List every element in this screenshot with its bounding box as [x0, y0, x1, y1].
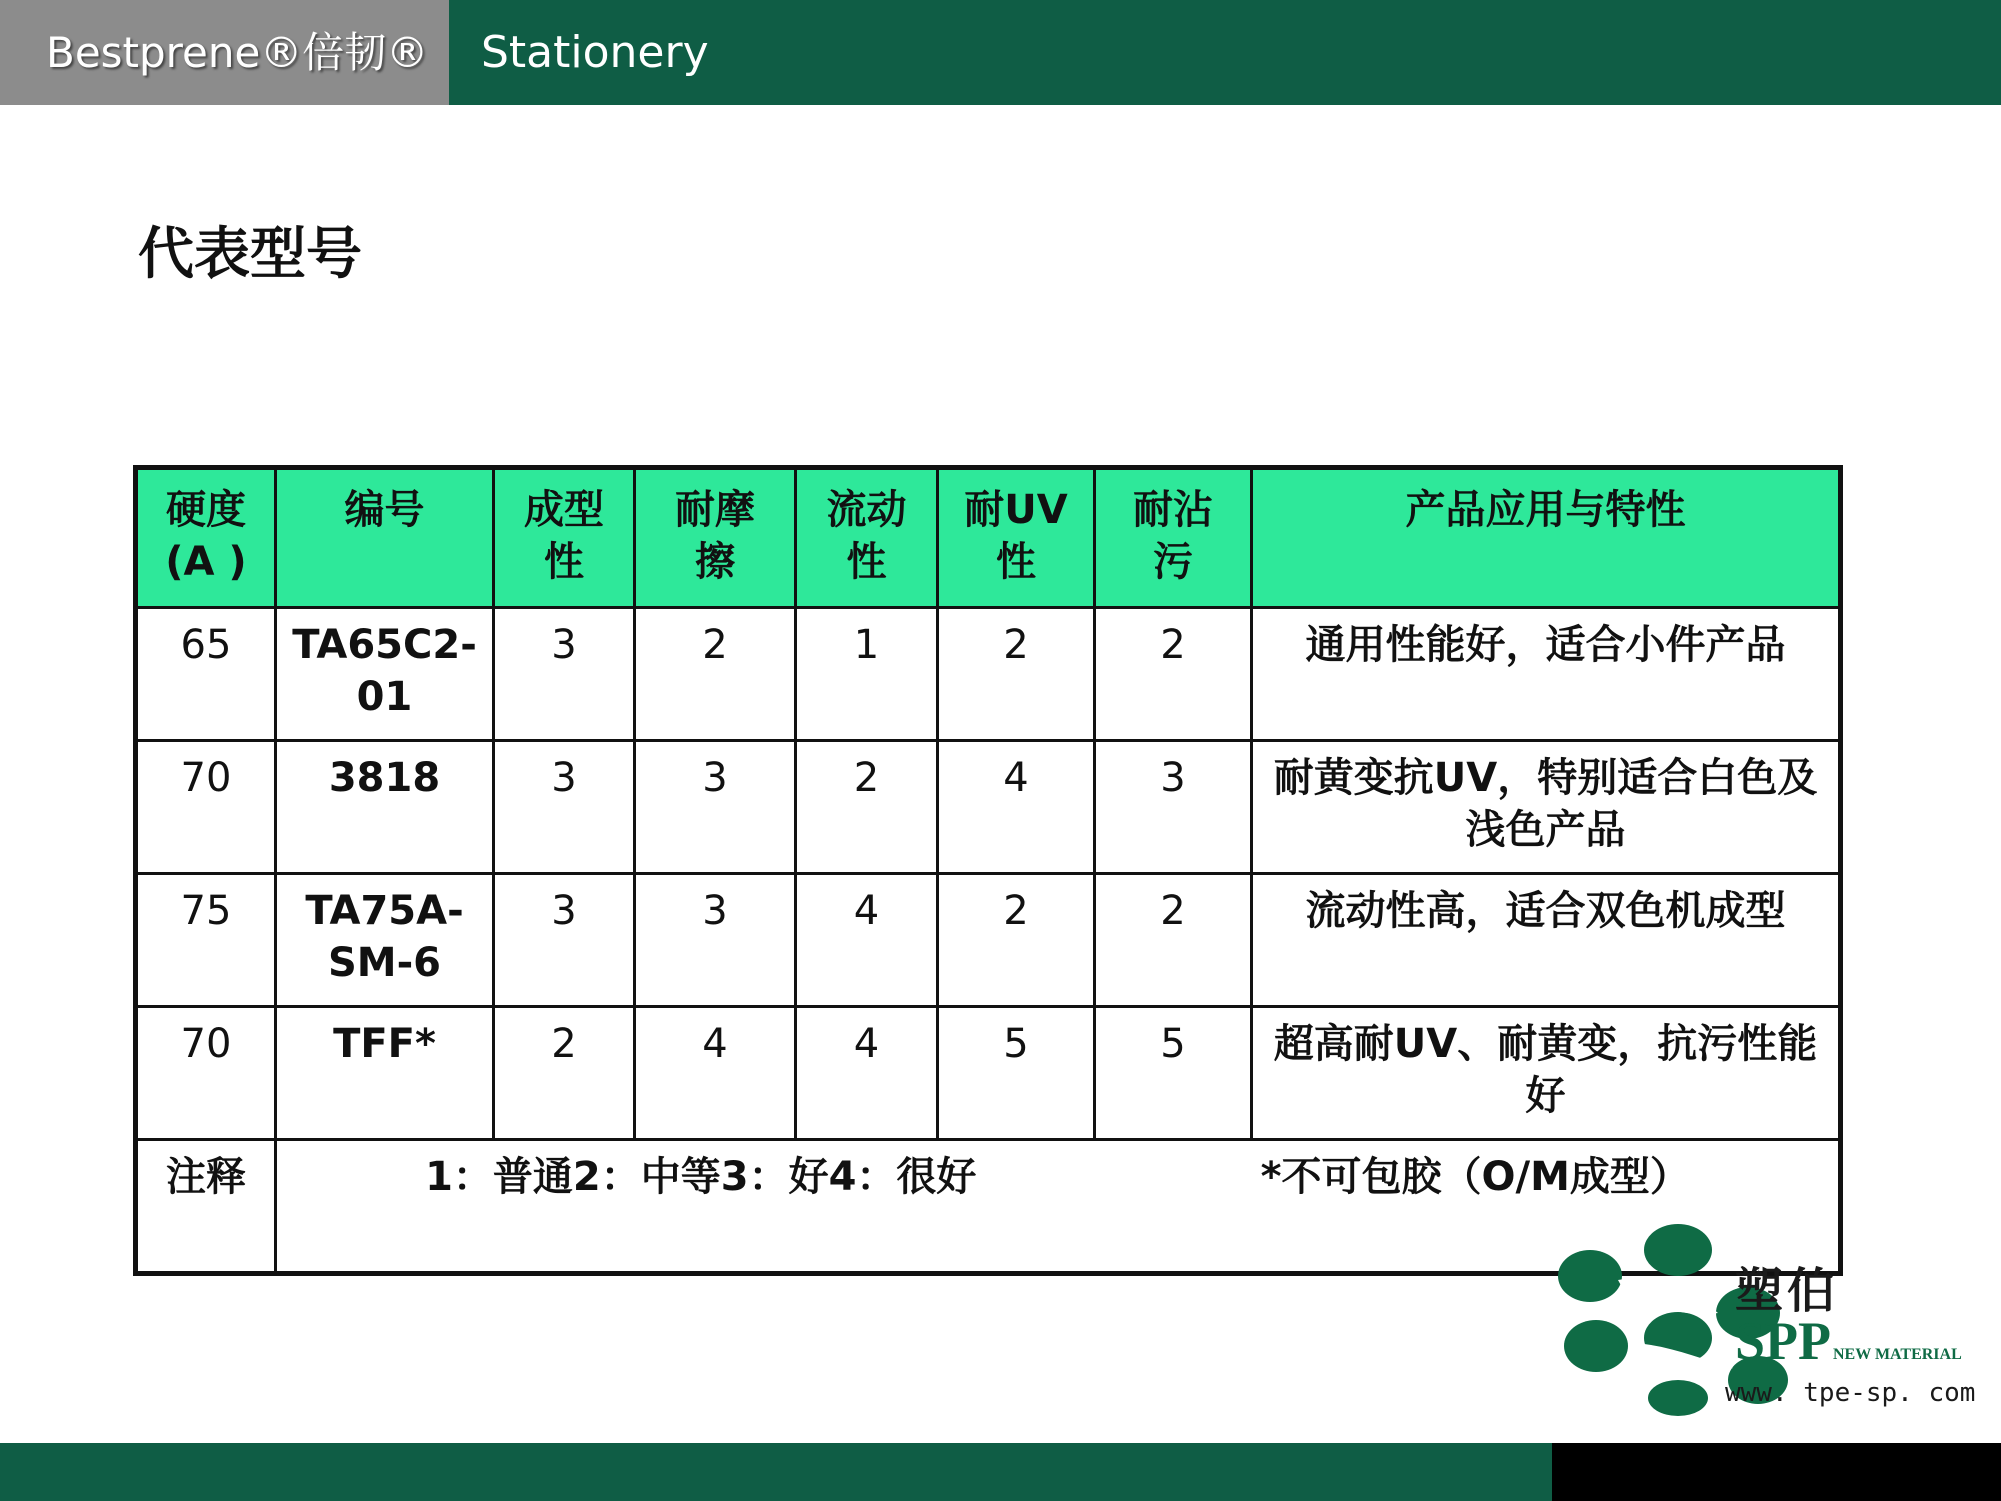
cell-uv: 2: [938, 608, 1095, 741]
note-scale: 1：普通2：中等3：好4：很好: [425, 1154, 977, 1200]
cell-application: 耐黄变抗UV，特别适合白色及浅色产品: [1252, 741, 1841, 874]
header-abrasion: 耐摩 擦: [635, 468, 796, 608]
product-table: [133, 465, 1843, 1276]
cell-uv: 4: [938, 741, 1095, 874]
footer-bar-dark: [1552, 1443, 2001, 1501]
cell-flow: 4: [796, 1007, 938, 1140]
logo-name: 塑伯: [1735, 1263, 1840, 1319]
table-row: [136, 741, 1841, 874]
cell-hardness: 70: [136, 741, 276, 874]
header-code: 编号: [276, 468, 494, 608]
table-row: [136, 874, 1841, 1007]
cell-moldability: 3: [494, 874, 635, 1007]
cell-uv: 2: [938, 874, 1095, 1007]
cell-abrasion: 2: [635, 608, 796, 741]
page-title: 代表型号: [138, 222, 362, 287]
cell-code: TFF*: [276, 1007, 494, 1140]
cell-abrasion: 4: [635, 1007, 796, 1140]
cell-moldability: 3: [494, 741, 635, 874]
cell-uv: 5: [938, 1007, 1095, 1140]
cell-code: TA65C2-01: [276, 608, 494, 741]
cell-flow: 4: [796, 874, 938, 1007]
cell-stain: 5: [1095, 1007, 1252, 1140]
cell-stain: 3: [1095, 741, 1252, 874]
logo-url: www. tpe-sp. com: [1725, 1378, 1976, 1408]
cell-flow: 2: [796, 741, 938, 874]
cell-code: 3818: [276, 741, 494, 874]
cell-code: TA75A-SM-6: [276, 874, 494, 1007]
header-flow: 流动 性: [796, 468, 938, 608]
cell-application: 流动性高，适合双色机成型: [1252, 874, 1841, 1007]
note-footnote: *不可包胶（O/M成型）: [1260, 1154, 1690, 1200]
cell-application: 通用性能好，适合小件产品: [1252, 608, 1841, 741]
header-hardness: 硬度 (A ): [136, 468, 276, 608]
cell-hardness: 75: [136, 874, 276, 1007]
cell-hardness: 70: [136, 1007, 276, 1140]
cell-stain: 2: [1095, 608, 1252, 741]
cell-flow: 1: [796, 608, 938, 741]
header-moldability: 成型 性: [494, 468, 635, 608]
cell-application: 超高耐UV、耐黄变，抗污性能好: [1252, 1007, 1841, 1140]
logo-spp: SPP: [1735, 1311, 1832, 1371]
table-row: [136, 608, 1841, 741]
cell-moldability: 2: [494, 1007, 635, 1140]
footer-bar: [0, 1443, 1552, 1501]
cell-abrasion: 3: [635, 741, 796, 874]
note-label: 注释: [136, 1140, 276, 1274]
brand-label: Bestprene®倍韧®: [0, 0, 449, 105]
header-application: 产品应用与特性: [1252, 468, 1841, 608]
cell-stain: 2: [1095, 874, 1252, 1007]
cell-moldability: 3: [494, 608, 635, 741]
header-stain: 耐沾 污: [1095, 468, 1252, 608]
table-header-row: [136, 468, 1841, 608]
cell-abrasion: 3: [635, 874, 796, 1007]
table-row: [136, 1007, 1841, 1140]
logo-subtitle: NEW MATERIAL: [1833, 1346, 1962, 1363]
header-uv: 耐UV 性: [938, 468, 1095, 608]
section-title: Stationery: [481, 27, 709, 78]
cell-hardness: 65: [136, 608, 276, 741]
